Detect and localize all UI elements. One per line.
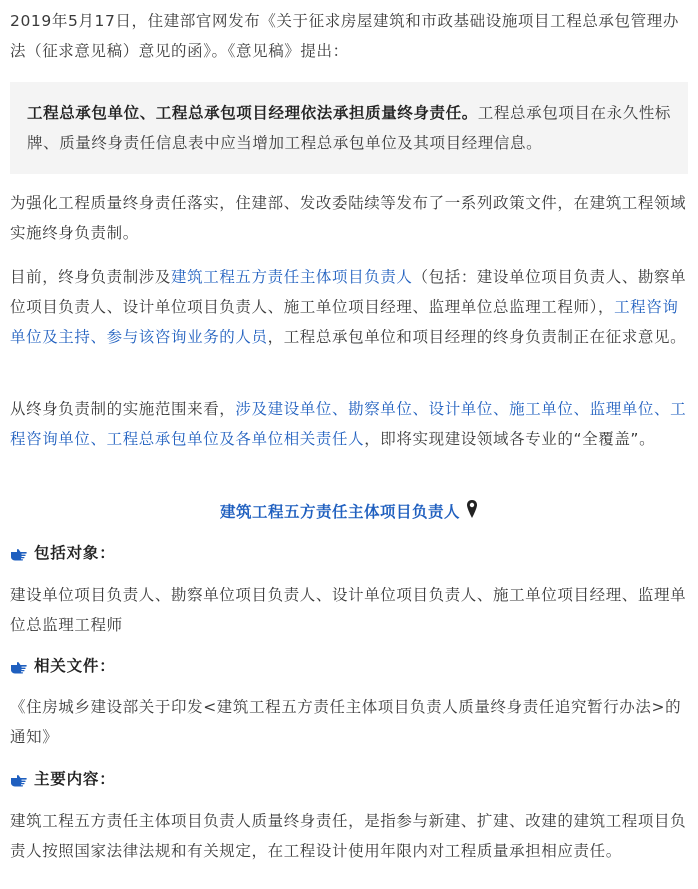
pointing-hand-icon bbox=[10, 656, 28, 682]
section-heading-scope bbox=[10, 540, 116, 569]
paragraph-2-text-1: 目前，终身负责制涉及 bbox=[10, 268, 172, 286]
paragraph-2 bbox=[10, 262, 690, 352]
highlight-scope: 涉及建设单位、勘察单位、设计单位、施工单位、监理单位、工程咨询单位、工程总承包单位及各单位相关责任人 bbox=[10, 400, 687, 448]
section-body-scope: 建设单位项目负责人、勘察单位项目负责人、设计单位项目负责人、施工单位项目经理、监理单位总监理工程师 bbox=[10, 586, 687, 634]
section-body-content: 建筑工程五方责任主体项目负责人质量终身责任，是指参与新建、扩建、改建的建筑工程项目负责人按照国家法律法规和有关规定，在工程设计使用年限内对工程质量承担相应责任。 bbox=[10, 812, 687, 860]
quote-text bbox=[27, 98, 677, 158]
highlight-consulting: 工程咨询单位及主持、参与该咨询业务的人员 bbox=[10, 298, 679, 346]
section-heading-content-text: 主要内容： bbox=[34, 770, 116, 788]
section-heading-docs bbox=[10, 653, 116, 682]
section-title bbox=[0, 497, 698, 529]
quote-block bbox=[10, 82, 688, 174]
paragraph-3-text-2: ，即将实现建设领域各专业的“全覆盖”。 bbox=[364, 430, 656, 448]
section-heading-scope-text: 包括对象： bbox=[34, 544, 116, 562]
paragraph-3 bbox=[10, 394, 690, 454]
intro-paragraph: 2019年5月17日，住建部官网发布《关于征求房屋建筑和市政基础设施项目工程总承包管理办法（征求意见稿）意见的函》。《意见稿》提出： bbox=[10, 12, 679, 60]
section-title-text: 建筑工程五方责任主体项目负责人 bbox=[219, 503, 460, 521]
paragraph-2-text-2: （包括：建设单位项目负责人、勘察单位项目负责人、设计单位项目负责人、施工单位项目经理、监理单位总监理工程师）， bbox=[10, 268, 687, 316]
section-heading-content bbox=[10, 766, 116, 795]
paragraph-1: 为强化工程质量终身责任落实，住建部、发改委陆续等发布了一系列政策文件，在建筑工程领域实施终身负责制。 bbox=[10, 194, 687, 242]
quote-bold: 工程总承包单位、工程总承包项目经理依法承担质量终身责任。 bbox=[27, 104, 478, 122]
paragraph-2-text-3: ，工程总承包单位和项目经理的终身负责制正在征求意见。 bbox=[267, 328, 687, 346]
pointing-hand-icon bbox=[10, 769, 28, 795]
pointing-hand-icon bbox=[10, 543, 28, 569]
location-pin-icon bbox=[466, 499, 478, 529]
quote-rest: 工程总承包项目在永久性标牌、质量终身责任信息表中应当增加工程总承包单位及其项目经理信息。 bbox=[27, 104, 672, 152]
highlight-five-parties: 建筑工程五方责任主体项目负责人 bbox=[171, 268, 413, 286]
section-body-docs: 《住房城乡建设部关于印发<建筑工程五方责任主体项目负责人质量终身责任追究暂行办法>的通知》 bbox=[10, 698, 682, 746]
section-heading-docs-text: 相关文件： bbox=[34, 657, 116, 675]
paragraph-3-text-1: 从终身负责制的实施范围来看， bbox=[10, 400, 236, 418]
